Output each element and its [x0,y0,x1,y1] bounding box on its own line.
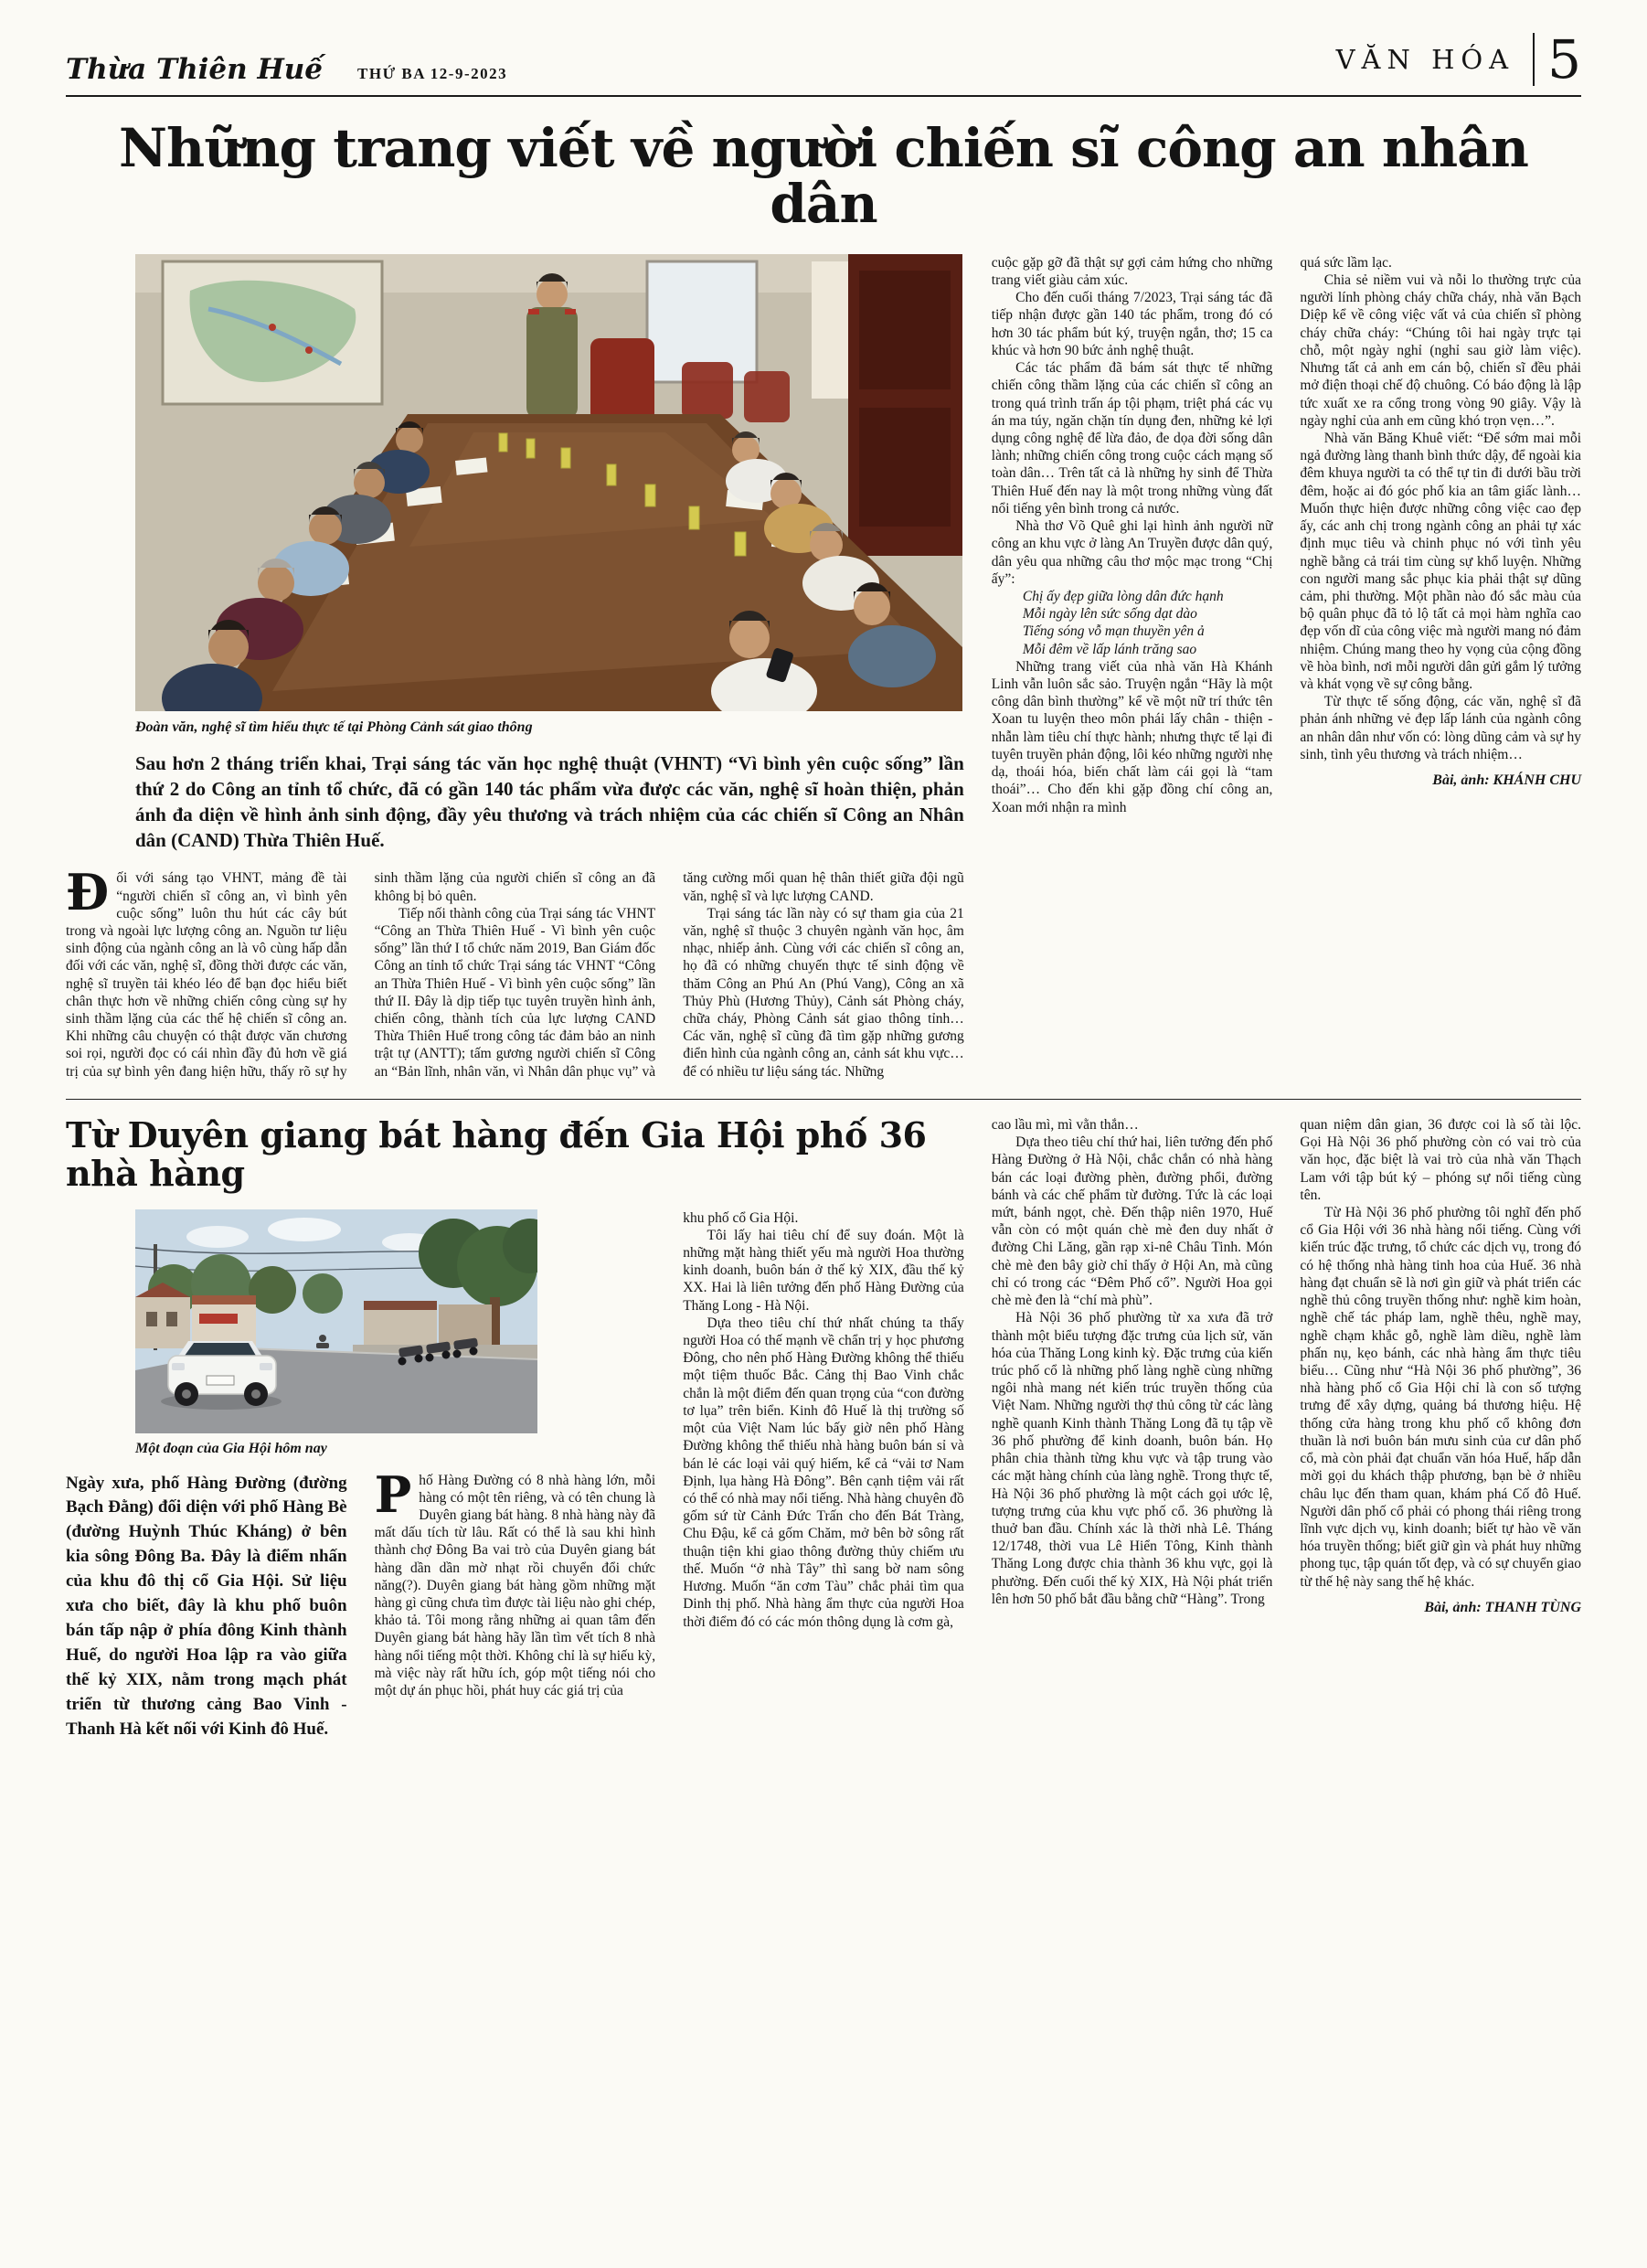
article1-column5-wrap [1300,254,1581,1081]
article1 [66,254,1581,1081]
paragraph: Các tác phẩm đã bám sát thực tế những chiến công thầm lặng của các chiến sĩ công an trong quá trình trấn áp tội phạm, triệt phá các vụ án ma túy, ngăn chặn tín dụng đen, những kẻ lợi dụng công nghệ để lừa đảo, đe dọa đời sống dân lành; những chiến công trong cuộc cách mạng số toàn dân… Trên tất cả là những hy sinh để Thừa Thiên Huế đến nay là một trong những vùng đất nổi tiếng yên bình trong cả nước. [991,360,1273,516]
newspaper-masthead: Thừa Thiên Huế [66,53,324,86]
header-right [1335,27,1581,91]
paragraph: cuộc gặp gỡ đã thật sự gợi cảm hứng cho những trang viết giàu cảm xúc. [991,254,1273,288]
article2-inner-grid [66,1209,964,1743]
paragraph: quan niệm dân gian, 36 được coi là số tài lộc. Gọi Hà Nội 36 phố phường còn có vai trò của văn học, đặc biệt là vai trò của nhà văn Thạch Lam với tập bút ký – phóng sự nổi tiếng cùng tên. [1300,1116,1581,1203]
paragraph: Tiếng sóng vỗ mạn thuyền yên ả [1022,623,1205,640]
page-number-divider [1533,33,1535,86]
article2-byline: Bài, ảnh: THANH TÙNG [1424,1599,1581,1615]
paragraph: Mỗi đêm về lấp lánh trăng sao [1022,641,1197,657]
paragraph: Cho đến cuối tháng 7/2023, Trại sáng tác đã tiếp nhận được gần 140 tác phẩm, trong đó có hơn 30 tác phẩm bút ký, truyện ngắn, thơ; 15 ca khúc và hơn 90 bức ảnh nghệ thuật. [991,290,1273,358]
article1-left-block [66,254,964,1081]
paragraph: Chia sẻ niềm vui và nỗi lo thường trực của người lính phòng cháy chữa cháy, nhà văn Bạch Diệp kể về công việc vất vả của chiến sĩ phòng cháy chữa cháy: “Chúng tôi hai ngày trực tại chỗ, một ngày nghỉ (nghỉ sau giờ làm việc). Nhưng tất cả anh em cán bộ, chiến sĩ đều phải mở điện thoại chế độ chuông. Có báo động là lập tức xuất xe ra cổng trong vòng 90 giây. Vậy là ngày nghỉ của anh em cũng khó trọn vẹn…”. [1300,272,1581,429]
article2-photo-caption: Một đoạn của Gia Hội hôm nay [135,1440,327,1456]
paragraph: Hà Nội 36 phố phường từ xa xưa đã trở thành một biểu tượng đặc trưng của lịch sử, văn hóa của Thăng Long kinh kỳ. Đặc trưng của kiến trúc phố cổ là những phố làng nghề cùng những ngôi nhà mang nét kiến trúc truyền thống của Việt Nam. Những người thợ thủ công từ các làng nghề quanh Kinh thành Thăng Long đã tụ tập về 36 phố phường để kinh doanh, buôn bán. Họ phân chia thành từng khu vực và tập trung vào các mặt hàng chính của làng nghề. Trong thực tế, Hà Nội 36 phố phường là một cách gọi ước lệ, tượng trưng của khu vực phố cổ. 36 phường là thuở ban đầu. Chính xác là thời nhà Lê. Tháng 12/1748, thời vua Lê Hiển Tông, Kinh thành Thăng Long được chia thành 36 khu vực, gọi là phường. Đến cuối thế kỷ XIX, Hà Nội phát triển lên hơn 50 phố bắt đầu bằng chữ “Hàng”. Trong [991,1310,1273,1607]
paragraph: Nhà thơ Võ Quê ghi lại hình ảnh người nữ công an khu vực ở làng An Truyền được dân quý, dân yêu qua những câu thơ mộc mạc trong “Chị ấy”: [991,518,1273,587]
article2-column4 [992,1116,1273,1742]
article2-photo [66,1209,655,1433]
article2-headline: Từ Duyên giang bát hàng đến Gia Hội phố 36 nhà hàng [66,1113,927,1194]
article2-body-column [374,1464,656,1743]
article1-photo-caption: Đoàn văn, nghệ sĩ tìm hiểu thực tế tại Phòng Cảnh sát giao thông [135,719,533,735]
meeting-room-photo-illustration [135,254,962,711]
paragraph: Chị ấy đẹp giữa lòng dân đức hạnh [1022,588,1224,604]
article2 [66,1113,1581,1742]
paragraph: Tôi lấy hai tiêu chí để suy đoán. Một là những mặt hàng thiết yếu mà người Hoa thường kinh doanh, buôn bán ở thế kỷ XIX, đầu thế kỷ XX. Hai là liên tưởng đến phố Hàng Đường của Thăng Long - Hà Nội. [683,1227,964,1314]
article1-headline: Những trang viết về người chiến sĩ công an nhân dân [119,117,1528,235]
article1-photo [135,254,964,711]
paragraph: Nhà văn Băng Khuê viết: “Để sớm mai mỗi ngả đường làng thanh bình thức dậy, để ngoài kia đêm khuya người ta có thể tự tin đi dưới bầu trời đêm, hoặc ai đó góc phố kia an tâm giấc lành… Muốn thực hiện được những công việc cao đẹp ấy, các anh chị trong ngành công an phải tự xác định mục tiêu và chinh phục nó với tình yêu nghề bằng cả trái tim cùng sự khổ luyện. Những con người mang sắc phục kia phải thật sự dũng cảm, phi thường. Một phần nào đó sắc màu của bộ quân phục đã tỏ lộ tất cả mọi hàm nghĩa cao đẹp vốn dĩ của công việc mà người mang nó đảm nhiệm. Chúng mang theo hy vọng của cộng đồng về hòa bình, nơi mỗi người dân gửi gắm lý tưởng và khát vọng về sự công bằng. [1300,430,1581,693]
article1-lead: Sau hơn 2 tháng triển khai, Trại sáng tác văn học nghệ thuật (VHNT) “Vì bình yên cuộc sống” lần thứ 2 do Công an tỉnh tổ chức, đã có gần 140 tác phẩm vừa được các văn, nghệ sĩ hoàn thiện, phản ánh đa diện về hình ảnh sinh động, đầy yêu thương và trách nhiệm của các chiến sĩ Công an Nhân dân (CAND) Thừa Thiên Huế. [135,751,964,852]
article2-column5-wrap [1300,1116,1581,1742]
article1-column4 [992,254,1273,1081]
paragraph: quá sức lầm lạc. [1300,254,1392,271]
page-header [66,27,1581,97]
header-left [66,53,507,86]
article2-left-block [66,1113,964,1742]
paragraph: Từ Hà Nội 36 phố phường tôi nghĩ đến phố cổ Gia Hội với 36 nhà hàng nổi tiếng. Cùng với kiến trúc đặc trưng, tổ chức các dịch vụ, trong đó có hệ thống nhà hàng tinh hoa của Huế. 36 nhà hàng đạt chuẩn sẽ là nơi gìn giữ và phát triển các nghề thủ công truyền thống như: nghề kim hoàn, nghề chế tác pháp lam, nghề thêu, nghề may, nghề chạm khắc gỗ, nghề làm diều, nghề làm phấn nụ, kẹo bánh, các nhà hàng ẩm thực tiêu biểu… Cũng như “Hà Nội 36 phố phường”, 36 nhà hàng phố cổ Gia Hội chỉ là con số tượng trưng để xây dựng, quảng bá thương hiệu. Hệ thống cửa hàng trong khu phố cổ không đơn thuần là nơi buôn bán mưu sinh của cư dân phố cổ, mà còn phải đạt chuẩn văn hóa Huế, hấp dẫn mời gọi du khách thập phương, bạn bè ở nhiều châu lục đến tham quan, khám phá Cố đô Huế. Người dân phố cổ phải có phong thái riêng trong lĩnh vực dịch vụ, kinh doanh; biết tự hào về văn hóa truyền thống; biết giữ gìn và phát huy những phong tục, tập quán tốt đẹp, và có sự chuyển giao từ thế hệ này sang thế hệ khác. [1300,1205,1581,1590]
article1-column5 [1300,254,1581,763]
street-photo-illustration [135,1209,537,1433]
paragraph: Dựa theo tiêu chí thứ hai, liên tưởng đến phố Hàng Đường ở Hà Nội, chắc chắn có nhà hàng bán các loại đường phèn, đường phổi, đường bánh và các chế phẩm từ đường. Tức là các loại mứt, bánh ngọt, chè. Đến thập niên 1970, Huế vẫn còn có một quán chè mè đen duy nhất ở đường Chi Lăng, gần rạp xi-nê Châu Tinh. Món chè mè đen bây giờ chỉ thấy ở Hội An, mà cũng chỉ có trong các “Đêm Phố cổ”. Người Hoa gọi chè mè đen là “chí mà phù”. [991,1134,1273,1309]
article1-byline: Bài, ảnh: KHÁNH CHU [1432,772,1581,789]
article1-body-columns [66,863,964,1081]
paragraph: khu phố cổ Gia Hội. [683,1209,799,1226]
article2-column3 [683,1209,964,1743]
paragraph: Tiếp nối thành công của Trại sáng tác VHNT “Công an Thừa Thiên Huế - Vì bình yên cuộc sống” lần thứ I tổ chức năm 2019, Ban Giám đốc Công an tỉnh tổ chức Trại sáng tác VHNT “Công an Thừa Thiên Huế - Vì bình yên cuộc sống” lần thứ II. Đây là dịp tiếp tục tuyên truyền hình ảnh, chiến công, thành tích của lực lượng CAND Thừa Thiên Huế trong công tác đảm bảo an ninh trật tự (ANTT); tấm gương người chiến sĩ Công an “Bản lĩnh, nhân văn, vì Nhân dân phục vụ” và tăng cường mối quan hệ thân thiết giữa đội ngũ văn, nghệ sĩ và lực lượng CAND. [374,870,964,1080]
paragraph: Những trang viết của nhà văn Hà Khánh Linh vẫn luôn sắc sảo. Truyện ngắn “Hãy là một công dân bình thường” kể về một nữ trí thức tên Xoan tu luyện theo môn phái lấy chân - thiện - nhẫn làm tiêu chí thực hành; nhưng thực tế lại đi tuyên truyền phản động, lôi kéo những người nhẹ dạ, thoái hóa, biến chất làm cái gọi là “tam thoái”… Cho đến khi gặp đồng chí công an, Xoan mới nhận ra mình [991,658,1273,815]
section-title: VĂN HÓA [1335,44,1515,75]
article2-lead: Ngày xưa, phố Hàng Đường (đường Bạch Đằng) đối diện với phố Hàng Bè (đường Huỳnh Thúc Kháng) ở bên kia sông Đông Ba. Đây là điểm nhấn của khu đô thị cổ Gia Hội. Sử liệu xưa cho biết, đây là khu phố buôn bán tấp nập ở phía đông Kinh thành Huế, do người Hoa lập ra vào giữa thế kỷ XIX, nằm trong mạch phát triển từ thương cảng Bao Vinh - Thanh Hà kết nối với Kinh đô Huế. [66,1473,347,1740]
article2-column5 [1300,1116,1581,1591]
paragraph: Trại sáng tác lần này có sự tham gia của 21 văn, nghệ sĩ thuộc 3 chuyên ngành văn học, âm nhạc, nhiếp ảnh. Cùng với các chiến sĩ công an, họ đã có những chuyến thực tế sinh động về thăm Công an Phú An (Phú Vang), Công an xã Thủy Phù (Hương Thủy), Cảnh sát Phòng cháy, chữa cháy, Phòng Cảnh sát giao thông tỉnh… Các văn, nghệ sĩ cũng đã tìm gặp những gương điển hình của ngành công an, cảnh sát khu vực… để có nhiều tư liệu sáng tác. Những [683,905,964,1080]
paragraph: Từ thực tế sống động, các văn, nghệ sĩ đã phản ánh những vẻ đẹp lấp lánh của ngành công an nhân dân như vốn có: lòng dũng cảm và sự hy sinh, tình yêu thương và trách nhiệm… [1300,694,1581,762]
issue-date: THỨ BA 12-9-2023 [357,65,508,82]
paragraph: Dựa theo tiêu chí thứ nhất chúng ta thấy người Hoa có thế mạnh về chẩn trị y học phương Đông, cho nên phố Hàng Đường không thể thiếu một tiệm thuốc Bắc. Cảng thị Bao Vinh chắc chắn là một điểm đến quan trọng của “con đường tơ lụa” trên biển. Kinh đô Huế là thị trường số một của Việt Nam lúc bấy giờ nên phố Hàng Đường không thể thiếu nhà hàng buôn bán sỉ và bán lẻ các loại vải quý hiếm, kể cả “vải tơ Nam Định, lụa hàng Hà Đông”. Bên cạnh tiệm vải rất có thể có nhà may nổi tiếng. Nhà hàng chuyên đồ gốm sứ từ Cảnh Đức Trấn cho đến Bát Tràng, Chu Đậu, kể cả gốm Chăm, mở bên bờ sông rất thuận tiện khi giao thông đường thủy chiếm ưu thế. Muốn “ở nhà Tây” thì sang bờ nam sông Hương. Muốn “ăn cơm Tàu” chắc phải tìm qua Dinh thị phố. Nhà hàng ẩm thực của người Hoa thời điểm đó có các món thông dụng là cơm gà, [683,1315,964,1630]
paragraph: cao lầu mì, mì vằn thắn… [991,1116,1139,1133]
article-separator [66,1099,1581,1100]
paragraph: Đối với sáng tạo VHNT, mảng đề tài “người chiến sĩ công an, vì bình yên cuộc sống” luôn thu hút các cây bút trong và ngoài lực lượng công an. Nguồn tư liệu sinh động của ngành công an là vô cùng hấp dẫn đối với các văn, nghệ sĩ, đồng thời được các văn, nghệ sĩ truyền tải khéo léo để bạn đọc hiểu biết chân thực hơn về những chiến công cùng sự hy sinh thầm lặng của các thế hệ chiến sĩ công an. Khi những câu chuyện có thật được văn chương soi rọi, người đọc có cái nhìn đầy đủ hơn về giá trị của sự bình yên đang hiện hữu, thấy rõ sự hy sinh thầm lặng của người chiến sĩ công an đã không bị bỏ quên. [66,863,656,1080]
paragraph: Phố Hàng Đường có 8 nhà hàng lớn, mỗi hàng có một tên riêng, và có tên chung là Duyên giang bát hàng. 8 nhà hàng này đã mất dấu tích từ lâu. Rất có thể là sau khi hình thành chợ Đông Ba vai trò của Duyên giang bát hàng dần dần mờ nhạt rồi chuyển đổi chức năng(?). Duyên giang bát hàng gồm những mặt hàng gì cũng chưa tìm được tài liệu nào ghi chép, khảo tả. Tôi mong rằng những ai quan tâm đến Duyên giang bát hàng hãy lần tìm vết tích 8 nhà hàng nổi tiếng một thời. Không chỉ là sự hiếu kỳ, mà việc này rất hữu ích, góp một tiếng nói cho một dự án phục hồi, phát huy các giá trị của [374,1464,656,1699]
paragraph: Mỗi ngày lên sức sống dạt dào [1022,606,1197,623]
page-number: 5 [1547,27,1581,91]
